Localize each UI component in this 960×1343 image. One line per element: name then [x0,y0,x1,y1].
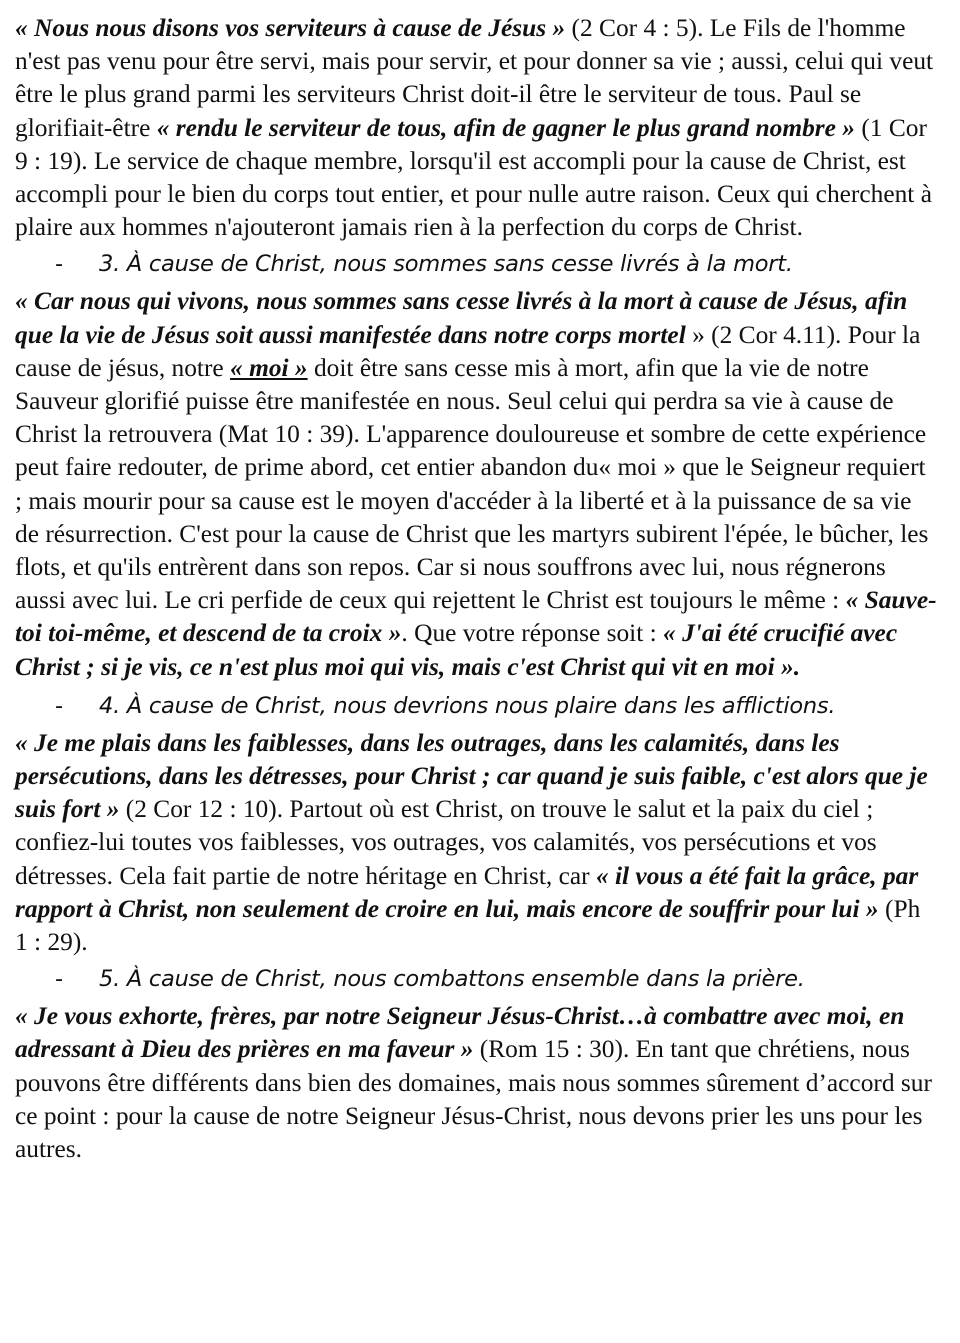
quoted-text: « Sauve-toi toi-même, et descend de ta croix » [15,586,937,648]
paragraph-death [15,285,938,683]
heading-text: 4. À cause de Christ, nous devrions nous plaire dans les afflictions. [99,692,836,719]
paragraph-afflictions [15,727,938,959]
heading-text: 5. À cause de Christ, nous combattons ensemble dans la prière. [99,966,805,993]
paragraph-servants [15,12,938,244]
quoted-text: « J'ai été crucifié avec Christ ; si je vis, ce n'est plus moi qui vis, mais c'est Christ qui vit en moi ». [15,619,898,681]
heading-dash: - [55,966,63,993]
quoted-text: « il vous a été fait la grâce, par rapport à Christ, non seulement de croire en lui, mais encore de souffrir pour lui » [15,861,919,923]
body-text: (2 Cor 12 : 10). Partout où est Christ, on trouve le salut et la paix du ciel ; confiez-lui toutes vos faiblesses, vos outrages, vos calamités, vos persécutions et vos détresses. Cela fait partie de notre héritage en Christ, car [15,795,877,890]
quoted-text: « moi » [230,353,308,382]
body-text: (Rom 15 : 30). En tant que chrétiens, nous pouvons être différents dans bien des domaines, mais nous sommes sûrement d’accord sur ce point : pour la cause de notre Seigneur Jésus-Christ, nous devons prier les uns pour les autres. [15,1035,932,1164]
heading-section-4 [15,686,938,727]
heading-section-5 [15,959,938,1000]
quoted-text: « Je me plais dans les faiblesses, dans les outrages, dans les calamités, dans les persécutions, dans les détresses, pour Christ ; car quand je suis faible, c'est alors que je suis fort » [15,728,928,824]
body-text: . Que votre réponse soit : [401,619,664,648]
heading-dash: - [55,692,63,719]
body-text: (1 Cor 9 : 19). Le service de chaque membre, lorsqu'il est accompli pour la cause de Christ, est accompli pour le bien du corps tout entier, et pour nulle autre raison. Ceux qui cherchent à plaire aux hommes n'ajouteront jamais rien à la perfection du corps de Christ. [15,113,932,242]
body-text: doit être sans cesse mis à mort, afin que la vie de notre Sauveur glorifié puisse être manifestée en nous. Seul celui qui perdra sa vie à cause de Christ la retrouvera (Mat 10 : 39). L'apparence douloureuse et sombre de cette expérience peut faire redouter, de prime abord, cet entier abandon du« moi » que le Seigneur requiert ; mais mourir pour sa cause est le moyen d'accéder à la liberté et à la puissance de sa vie de résurrection. C'est pour la cause de Christ que les martyrs subirent l'épée, le bûcher, les flots, et qu'ils entrèrent dans son repos. Car si nous souffrons avec lui, nous régnerons aussi avec lui. Le cri perfide de ceux qui rejettent le Christ est toujours le même : [15,353,929,615]
paragraph-prayer [15,1000,938,1166]
quoted-text: « Car nous qui vivons, nous sommes sans cesse livrés à la mort à cause de Jésus, afin que la vie de Jésus soit aussi manifestée dans notre corps mortel [15,287,908,349]
quoted-text: « rendu le serviteur de tous, afin de gagner le plus grand nombre » [156,113,855,142]
heading-text: 3. À cause de Christ, nous sommes sans cesse livrés à la mort. [99,251,793,278]
quoted-text: « Je vous exhorte, frères, par notre Seigneur Jésus-Christ…à combattre avec moi, en adressant à Dieu des prières en ma faveur » [15,1002,905,1064]
heading-dash: - [55,251,63,278]
body-text: (Ph 1 : 29). [15,894,921,957]
quoted-text: « Nous nous disons vos serviteurs à cause de Jésus » [15,14,566,42]
heading-section-3 [15,244,938,285]
body-text: » (2 Cor 4.11). Pour la cause de jésus, notre [15,320,921,382]
body-text: (2 Cor 4 : 5). Le Fils de l'homme n'est pas venu pour être servi, mais pour servir, et pour donner sa vie ; aussi, celui qui veut être le plus grand parmi les serviteurs Christ doit-il être le serviteur de tous. Paul se glorifiait-être [15,14,934,142]
